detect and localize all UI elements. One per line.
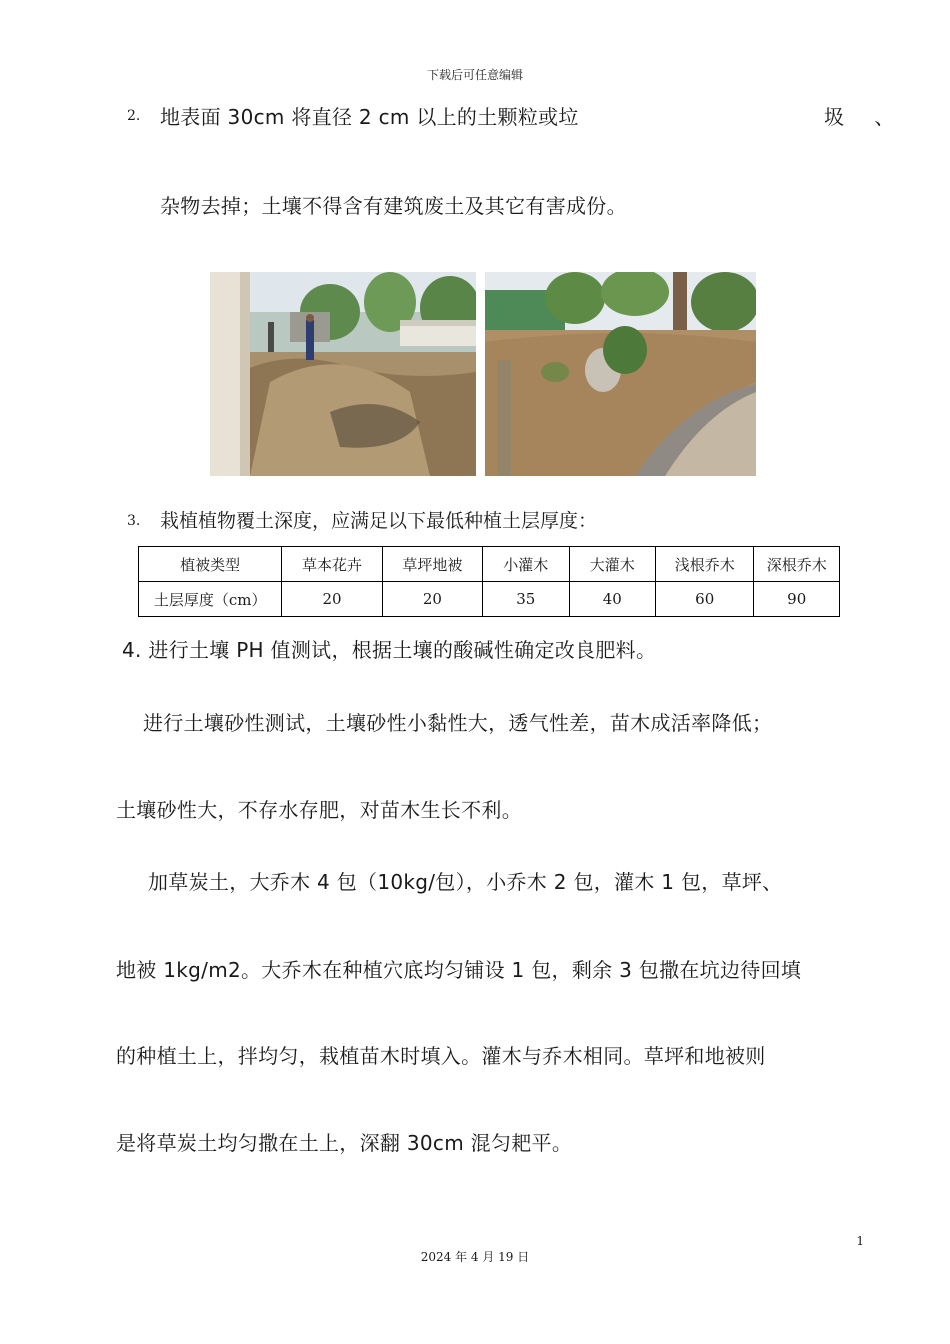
item-2-line-1: 地表面 30cm 将直径 2 cm 以上的土颗粒或垃 bbox=[160, 105, 579, 129]
peat-para-line-4: 是将草炭土均匀撒在土上，深翻 30cm 混匀耙平。 bbox=[116, 1131, 573, 1155]
table-cell: 20 bbox=[382, 582, 482, 617]
item-3-number: 3. bbox=[127, 513, 141, 529]
peat-para-line-2: 地被 1kg/m2。大乔木在种植穴底均匀铺设 1 包，剩余 3 包撒在坑边待回填 bbox=[116, 958, 802, 982]
item-2-line-1-tail: 圾 、 bbox=[824, 105, 907, 129]
item-3-text: 栽植植物覆土深度，应满足以下最低种植土层厚度： bbox=[160, 510, 598, 532]
soil-depth-table bbox=[138, 546, 840, 617]
photo-soil-excavation bbox=[210, 272, 476, 476]
table-cell: 大灌木 bbox=[569, 547, 655, 582]
table-cell: 20 bbox=[282, 582, 382, 617]
peat-para-line-3: 的种植土上，拌均匀，栽植苗木时填入。灌木与乔木相同。草坪和地被则 bbox=[116, 1044, 766, 1068]
table-cell: 土层厚度（cm） bbox=[139, 582, 282, 617]
item-4-text: 4. 进行土壤 PH 值测试，根据土壤的酸碱性确定改良肥料。 bbox=[122, 638, 657, 662]
table-cell: 90 bbox=[754, 582, 840, 617]
sand-para-line-2: 土壤砂性大，不存水存肥，对苗木生长不利。 bbox=[116, 798, 522, 822]
sand-para-line-1: 进行土壤砂性测试，土壤砂性小黏性大，透气性差，苗木成活率降低； bbox=[143, 711, 773, 735]
table-cell: 草坪地被 bbox=[382, 547, 482, 582]
photo-soil-garden-bed bbox=[485, 272, 756, 476]
table-cell: 60 bbox=[656, 582, 754, 617]
table-cell: 35 bbox=[483, 582, 569, 617]
item-2-number: 2. bbox=[127, 108, 141, 124]
table-cell: 植被类型 bbox=[139, 547, 282, 582]
page-header: 下载后可任意编辑 bbox=[426, 68, 523, 82]
table-cell: 草本花卉 bbox=[282, 547, 382, 582]
page-number: 1 bbox=[856, 1234, 864, 1248]
table-cell: 小灌木 bbox=[483, 547, 569, 582]
table-row bbox=[139, 582, 840, 617]
table-cell: 浅根乔木 bbox=[656, 547, 754, 582]
table-cell: 深根乔木 bbox=[754, 547, 840, 582]
peat-para-line-1: 加草炭土，大乔木 4 包（10kg/包），小乔木 2 包，灌木 1 包，草坪、 bbox=[148, 870, 783, 894]
item-2-line-2: 杂物去掉；土壤不得含有建筑废土及其它有害成份。 bbox=[160, 194, 627, 218]
table-cell: 40 bbox=[569, 582, 655, 617]
footer-date: 2024 年 4 月 19 日 bbox=[420, 1250, 530, 1264]
table-header-row bbox=[139, 547, 840, 582]
